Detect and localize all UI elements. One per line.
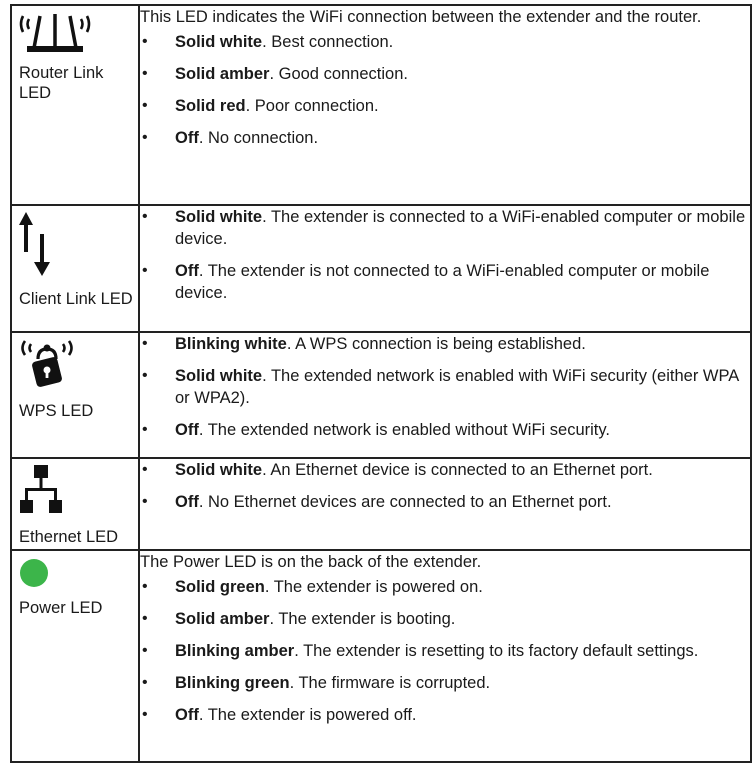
description-cell	[139, 458, 751, 550]
power-dot-icon	[19, 558, 49, 588]
list-item: • Off. The extended network is enabled without WiFi security.	[140, 419, 750, 441]
list-item: • Blinking amber. The extender is resetting to its factory default settings.	[140, 640, 750, 662]
router-icon	[19, 12, 91, 54]
led-label: Client Link LED	[19, 290, 133, 308]
intro-text: The Power LED is on the back of the extender.	[140, 553, 482, 571]
icon-cell	[11, 5, 139, 205]
icon-cell	[11, 550, 139, 762]
arrows-up-down-icon	[19, 212, 51, 278]
table-row	[11, 5, 751, 205]
intro-text: This LED indicates the WiFi connection between the extender and the router.	[140, 8, 702, 26]
list-item: • Solid green. The extender is powered on.	[140, 576, 750, 598]
list-item: • Off. No connection.	[140, 127, 750, 149]
status-list	[140, 206, 750, 304]
icon-cell	[11, 205, 139, 332]
list-item: • Solid amber. Good connection.	[140, 63, 750, 85]
list-item: • Solid white. The extender is connected to a WiFi-enabled computer or mobile device.	[140, 206, 750, 250]
table-row	[11, 550, 751, 762]
list-item: • Solid white. Best connection.	[140, 31, 750, 53]
list-item: • Off. The extender is not connected to a WiFi-enabled computer or mobile device.	[140, 260, 750, 304]
description-cell	[139, 550, 751, 762]
description-cell	[139, 205, 751, 332]
status-list	[140, 333, 750, 441]
table-row	[11, 332, 751, 458]
table-row	[11, 458, 751, 550]
list-item: • Solid red. Poor connection.	[140, 95, 750, 117]
list-item: • Solid amber. The extender is booting.	[140, 608, 750, 630]
led-label: Ethernet LED	[19, 528, 119, 546]
status-list	[140, 31, 750, 149]
list-item: • Off. No Ethernet devices are connected to an Ethernet port.	[140, 491, 750, 513]
icon-cell	[11, 458, 139, 550]
icon-cell	[11, 332, 139, 458]
list-item: • Solid white. An Ethernet device is connected to an Ethernet port.	[140, 459, 750, 481]
led-label: WPS LED	[19, 402, 94, 420]
led-label: Power LED	[19, 599, 103, 617]
led-table	[10, 4, 752, 763]
list-item: • Blinking white. A WPS connection is being established.	[140, 333, 750, 355]
status-list	[140, 576, 750, 726]
led-label: Router Link LED	[19, 64, 104, 102]
table-row	[11, 205, 751, 332]
list-item: • Blinking green. The firmware is corrupted.	[140, 672, 750, 694]
list-item: • Off. The extender is powered off.	[140, 704, 750, 726]
wps-lock-icon	[17, 337, 77, 389]
description-cell	[139, 332, 751, 458]
status-list	[140, 459, 750, 513]
ethernet-network-icon	[20, 465, 62, 515]
list-item: • Solid white. The extended network is enabled with WiFi security (either WPA or WPA2).	[140, 365, 750, 409]
description-cell	[139, 5, 751, 205]
